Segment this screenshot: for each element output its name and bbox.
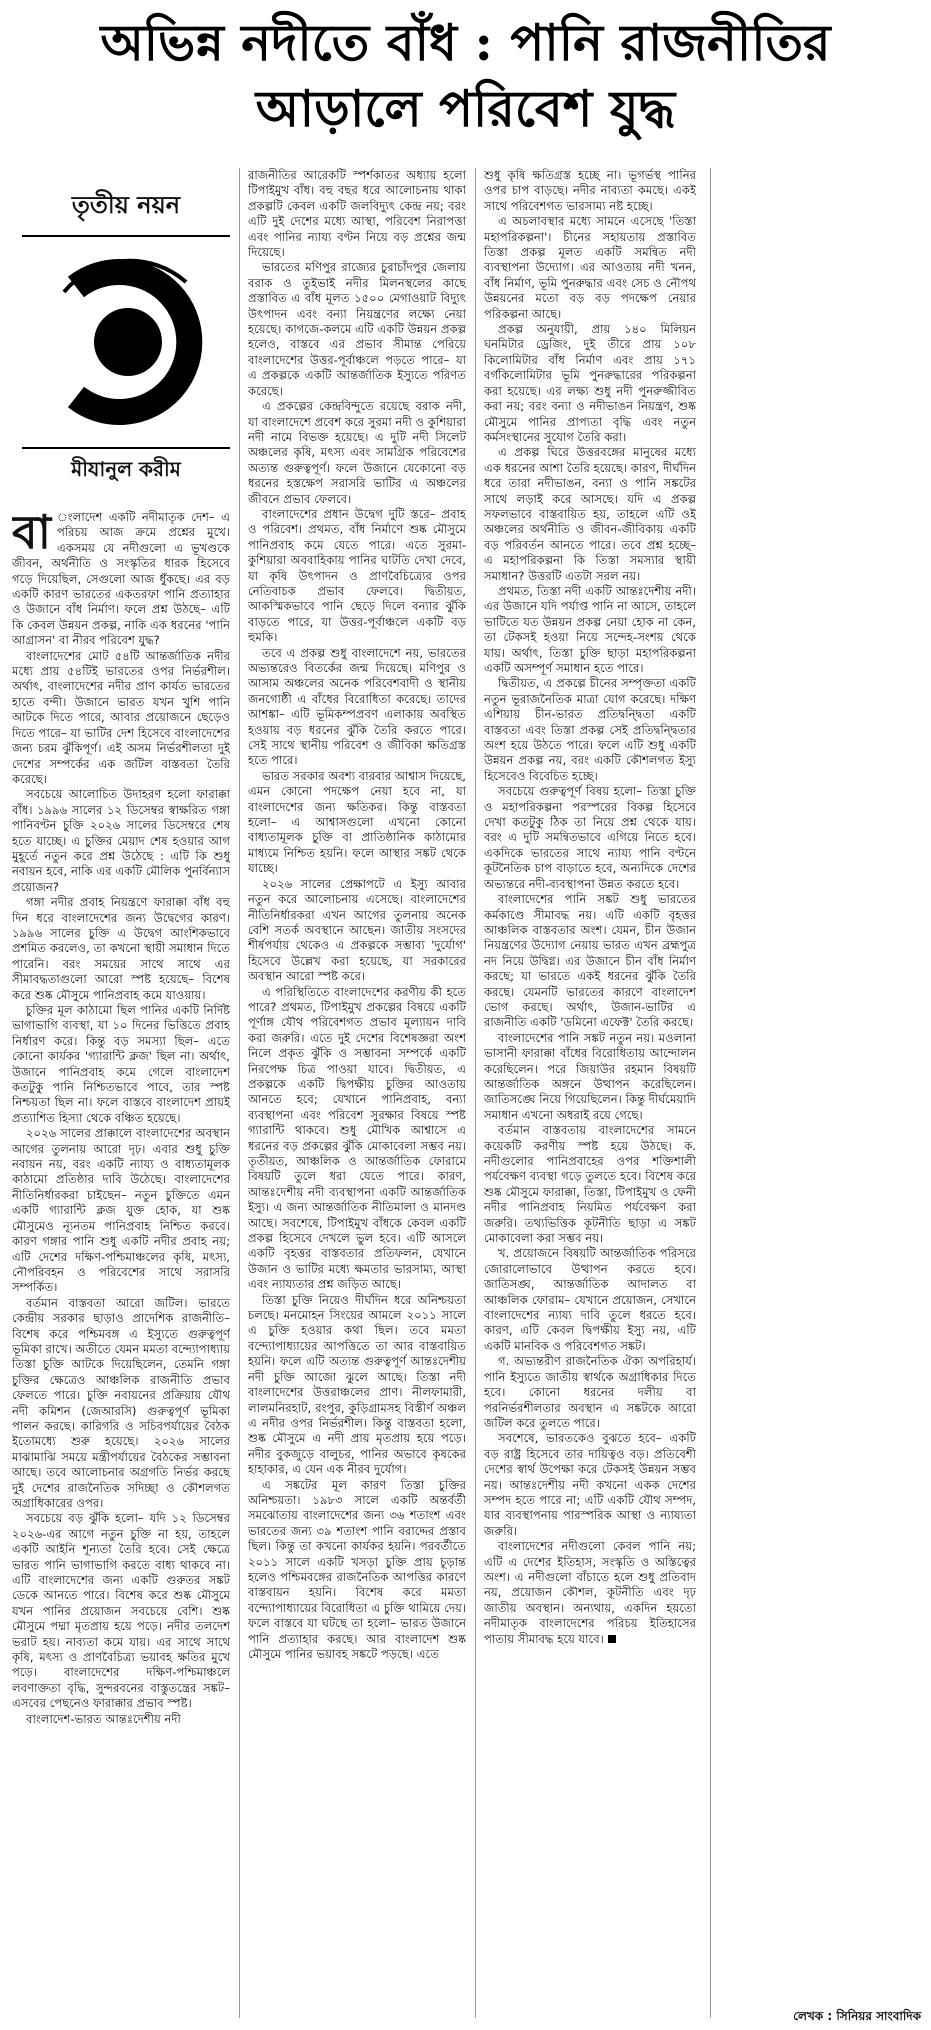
article-paragraph: সবচেয়ে গুরুত্বপূর্ণ বিষয় হলো– তিস্তা চুক্তি ও মহাপরিকল্পনা পরস্পরের বিকল্প হিসেবে দেখা কতটুকু ঠিক তা নিয়ে প্রশ্ন থেকে যায়। বরং এ দুটি সমন্বিতভাবে এগিয়ে নিতে হবে। একদিকে ভারতের সাথে ন্যায্য পানি বণ্টনে কূটনৈতিক চাপ বাড়াতে হবে, অন্যদিকে দেশের অভ্যন্তরে নদী-ব্যবস্থাপনা উন্নত করতে হবে। (484, 784, 696, 891)
article-paragraph: বাংলাদেশের নদীগুলো কেবল পানি নয়; এটি এ দেশের ইতিহাস, সংস্কৃতি ও অস্তিত্বের অংশ। এ নদীগুলো বাঁচাতে হলে শুধু প্রতিবাদ নয়, প্রয়োজন কৌশল, কূটনীতি এবং দৃঢ় জাতীয় অবস্থান। অন্যথায়, একদিন হয়তো নদীমাতৃক বাংলাদেশের পরিচয় ইতিহাসের পাতায় সীমাবদ্ধ হয়ে যাবে। (484, 1539, 696, 1646)
article-paragraph: এ অচলাবস্থার মধ্যে সামনে এসেছে 'তিস্তা মহাপরিকল্পনা'। চীনের সহায়তায় প্রস্তাবিত তিস্তা প্রকল্প মূলত একটি সমন্বিত নদী ব্যবস্থাপনা উদ্যোগ। এর আওতায় নদী খনন, বাঁধ নির্মাণ, ভূমি পুনরুদ্ধার এবং সেচ ও নৌপথ উন্নয়নের মতো বড় বড় পদক্ষেপ নেয়ার পরিকল্পনা আছে। (484, 214, 696, 321)
eye-icon (36, 252, 216, 432)
article-paragraph: সবশেষে, ভারতকেও বুঝতে হবে– একটি বড় রাষ্ট্র হিসেবে তার দায়িত্বও বড়। প্রতিবেশী দেশের স্বার্থ উপেক্ষা করে টেকসই উন্নয়ন সম্ভব নয়। আন্তঃদেশীয় নদী কখনো একক দেশের সম্পদ হতে পারে না; এটি একটি যৌথ সম্পদ, যার ব্যবস্থাপনায় পারস্পরিক আস্থা ও ন্যায্যতা জরুরি। (484, 1431, 696, 1538)
article-column-3 (484, 168, 924, 2020)
article-paragraph: সবচেয়ে আলোচিত উদাহরণ হলো ফারাক্কা বাঁধ। ১৯৯৬ সালের ১২ ডিসেম্বর স্বাক্ষরিত গঙ্গা পানিবণ্টন চুক্তি ২০২৬ সালের ডিসেম্বরে শেষ হতে যাচ্ছে। এ চুক্তির মেয়াদ শেষ হওয়ার আগ মুহূর্তে নতুন করে প্রশ্ন উঠেছে : এটি কি শুধু নবায়ন হবে, নাকি এর একটি মৌলিক পুনর্বিন্যাস প্রয়োজন? (12, 787, 230, 894)
article-paragraph: বাংলাদেশ-ভারত আন্তঃদেশীয় নদী (26, 1711, 181, 1726)
article-paragraph: এ প্রকল্পের কেন্দ্রবিন্দুতে রয়েছে বরাক নদী, যা বাংলাদেশে প্রবেশ করে সুরমা নদী ও কুশিয়ারা নদী নামে বিভক্ত হয়েছে। এ দুটি নদী সিলেট অঞ্চলের কৃষি, মৎস্য এবং সামগ্রিক পরিবেশের অত্যন্ত গুরুত্বপূর্ণ। ফলে উজানে যেকোনো বড় ধরনের হস্তক্ষেপ সরাসরি ভাটির এ অঞ্চলের জীবনে প্রভাব ফেলবে। (248, 399, 466, 506)
article-paragraph: তবে এ প্রকল্প শুধু বাংলাদেশে নয়, ভারতের অভ্যন্তরেও বিতর্কের জন্ম দিয়েছে। মণিপুর ও আসাম অঞ্চলের অনেক পরিবেশবাদী ও স্থানীয় জনগোষ্ঠী এ বাঁধের বিরোধিতা করেছে। তাদের আশঙ্কা– এটি ভূমিকম্পপ্রবণ এলাকায় অবস্থিত হওয়ায় বড় ধরনের ঝুঁকি তৈরি করতে পারে। সেই সাথে স্থানীয় পরিবেশ ও জীবিকা ক্ষতিগ্রস্ত হতে পারে। (248, 645, 466, 768)
article-paragraph: রাজনীতির আরেকটি স্পর্শকাতর অধ্যায় হলো টিপাইমুখ বাঁধ। বহু বছর ধরে আলোচনায় থাকা প্রকল্পটি কেবল একটি জলবিদ্যুৎ কেন্দ্র নয়; বরং এটি দুই দেশের মধ্যে আস্থা, পরিবেশ নিরাপত্তা এবং পানির ন্যায্য বণ্টন নিয়ে বড় প্রশ্নের জন্ম দিয়েছে। (248, 168, 466, 260)
article-paragraph: বা ংলাদেশ একটি নদীমাতৃক দেশ– এ পরিচয় আজ ক্রমে প্রশ্নের মুখে। একসময় যে নদীগুলো এ ভূখণ্ডকে জীবন, অর্থনীতি ও সংস্কৃতির ধারক হিসেবে গড়ে দিয়েছিল, সেগুলো আজ ধুঁকছে। এর বড় একটি কারণ ভারতের একতরফা পানি প্রত্যাহার ও উজানে বাঁধ নির্মাণ। ফলে প্রশ্ন উঠছে– এটি কি কেবল উন্নয়ন প্রকল্প, নাকি এক ধরনের 'পানি আগ্রাসন' বা নীরব পরিবেশ যুদ্ধ? (12, 510, 230, 648)
column-divider (239, 168, 240, 2018)
article-paragraph: ভারতের মণিপুর রাজ্যের চুরাচাঁদপুর জেলায় বরাক ও তুইভাই নদীর মিলনস্থলের কাছে প্রস্তাবিত এ বাঁধ মূলত ১৫০০ মেগাওয়াট বিদ্যুৎ উৎপাদন এবং বন্যা নিয়ন্ত্রণের লক্ষ্যে নেয়া হয়েছে। কাগজে-কলমে এটি একটি উন্নয়ন প্রকল্প হলেও, বাস্তবে এর প্রভাব সীমান্ত পেরিয়ে বাংলাদেশের উত্তর-পূর্বাঞ্চলে পড়তে পারে– যা এ প্রকল্পকে একটি আন্তর্জাতিক ইস্যুতে পরিণত করেছে। (248, 260, 466, 398)
article-paragraph: খ. প্রয়োজনে বিষয়টি আন্তর্জাতিক পরিসরে জোরালোভাবে উত্থাপন করতে হবে। জাতিসঙ্ঘ, আন্তর্জাতিক আদালত বা আঞ্চলিক ফোরাম– যেখানে প্রয়োজন, সেখানে বাংলাদেশের ন্যায্য দাবি তুলে ধরতে হবে। কারণ, এটি কেবল দ্বিপক্ষীয় ইস্যু নয়, এটি একটি মানবিক ও পরিবেশগত সঙ্কট। (484, 1246, 696, 1353)
eye-logo (22, 237, 230, 447)
article-column-1 (12, 510, 230, 2020)
author-signature (793, 2008, 921, 2028)
article-paragraph: প্রকল্প অনুযায়ী, প্রায় ১৪০ মিলিয়ন ঘনমিটার ড্রেজিং, দুই তীরে প্রায় ১০৮ কিলোমিটার বাঁধ নির্মাণ এবং প্রায় ১৭১ বর্গকিলোমিটার ভূমি পুনরুদ্ধারের পরিকল্পনা করা হয়েছে। এর লক্ষ্য শুধু নদী পুনরুজ্জীবিত করা নয়; বরং বন্যা ও নদীভাঙন নিয়ন্ত্রণ, শুষ্ক মৌসুমে পানির প্রাপ্যতা বৃদ্ধি এবং নতুন কর্মসংস্থানের সুযোগ তৈরি করা। (484, 322, 696, 444)
article-paragraph: বাংলাদেশের প্রধান উদ্বেগ দুটি স্তরে– প্রবাহ ও পরিবেশ। প্রথমত, বাঁধ নির্মাণে শুষ্ক মৌসুমে পানিপ্রবাহ কমে যেতে পারে। এতে সুরমা-কুশিয়ারা অববাহিকায় পানির ঘাটতি দেখা দেবে, যা কৃষি উৎপাদন ও প্রাণবৈচিত্র্যের ওপর নেতিবাচক প্রভাব ফেলবে। দ্বিতীয়ত, আকস্মিকভাবে পানি ছেড়ে দিলে বন্যার ঝুঁকি বাড়তে পারে, যা উত্তর-পূর্বাঞ্চলে একটি বড় হুমকি। (248, 506, 466, 645)
headline-line-2: আড়ালে পরিবেশ যুদ্ধ (255, 79, 676, 138)
headline-line-1: অভিন্ন নদীতে বাঁধ : পানি রাজনীতির (100, 13, 831, 72)
article-paragraph: এ সঙ্কটের মূল কারণ তিস্তা চুক্তির অনিশ্চয়তা। ১৯৮৩ সালে একটি অন্তর্বর্তী সমঝোতায় বাংলাদেশের জন্য ৩৬ শতাংশ এবং ভারতের জন্য ৩৯ শতাংশ পানি বরাদ্দের প্রস্তাব ছিল। কিন্তু তা কখনো কার্যকর হয়নি। পরবর্তীতে ২০১১ সালে একটি খসড়া চুক্তি প্রায় চূড়ান্ত হলেও পশ্চিমবঙ্গের রাজনৈতিক আপত্তির কারণে বাস্তবায়ন হয়নি। বিশেষ করে মমতা বন্দ্যোপাধ্যায়ের বিরোধিতা এ চুক্তি থামিয়ে দেয়। ফলে বাস্তবে যা ঘটছে তা হলো– ভারত উজানে পানি প্রত্যাহার করছে। আর বাংলাদেশ শুষ্ক মৌসুমে পানির ভয়াবহ সঙ্কটে পড়ছে। এতে (248, 1477, 466, 1661)
column-name: তৃতীয় নয়ন (22, 175, 230, 237)
article-paragraph: গঙ্গা নদীর প্রবাহ নিয়ন্ত্রণে ফারাক্কা বাঁধ বহু দিন ধরে বাংলাদেশের জন্য উদ্বেগের কারণ। ১৯৯৬ সালের চুক্তি এ উদ্বেগ আংশিকভাবে প্রশমিত করলেও, তা কখনো স্থায়ী সমাধান দিতে পারেনি। বরং সময়ের সাথে সাথে এর সীমাবদ্ধতাগুলো আরো স্পষ্ট হয়েছে– বিশেষ করে শুষ্ক মৌসুমে পানিপ্রবাহ কমে যাওয়ায়। (12, 895, 230, 1002)
article-paragraph: এ প্রকল্প ঘিরে উত্তরবঙ্গের মানুষের মধ্যে এক ধরনের আশা তৈরি হয়েছে। কারণ, দীর্ঘদিন ধরে তারা নদীভাঙন, বন্যা ও পানি সঙ্কটের সাথে লড়াই করে আসছে। যদি এ প্রকল্প সফলভাবে বাস্তবায়িত হয়, তাহলে এটি ওই অঞ্চলের অর্থনীতি ও জীবন-জীবিকায় একটি বড় পরিবর্তন আনতে পারে। তবে প্রশ্ন হচ্ছে– এ মহাপরিকল্পনা কি তিস্তা সমস্যার স্থায়ী সমাধান? উত্তরটি এতটা সরল নয়। (484, 445, 696, 583)
article-paragraph: তিস্তা চুক্তি নিয়েও দীর্ঘদিন ধরে অনিশ্চয়তা চলছে। মনমোহন সিংয়ের আমলে ২০১১ সালে এ চুক্তি হওয়ার কথা ছিল। তবে মমতা বন্দ্যোপাধ্যায়ের আপত্তিতে তা আর বাস্তবায়িত হয়নি। ফলে এটি অত্যন্ত গুরুত্বপূর্ণ আন্তঃদেশীয় নদী চুক্তি আজো ঝুলে আছে। তিস্তা নদী বাংলাদেশের উত্তরাঞ্চলের প্রাণ। নীলফামারী, লালমনিরহাট, রংপুর, কুড়িগ্রামসহ বিস্তীর্ণ অঞ্চল এ নদীর ওপর নির্ভরশীল। কিন্তু বাস্তবতা হলো, শুষ্ক মৌসুমে এ নদী প্রায় মৃতপ্রায় হয়ে পড়ে। নদীর বুকজুড়ে বালুচর, পানির অভাবে কৃষকের হাহাকার, এ যেন এক নীরব দুর্যোগ। (248, 1292, 466, 1477)
article-paragraph: বাংলাদেশের পানি সঙ্কট শুধু ভারতের কর্মকাণ্ডে সীমাবদ্ধ নয়। এটি একটি বৃহত্তর আঞ্চলিক বাস্তবতার অংশ। যেমন, চীন উজান নিয়ন্ত্রণের উদ্যোগ নেয়ায় ভারত এখন ব্রহ্মপুত্র নদ নিয়ে উদ্বিগ্ন। এর উজানে চীন বাঁধ নির্মাণ করছে; যা ভারতে একই ধরনের ঝুঁকি তৈরি করছে। যেমনটি ভারতের কারণে বাংলাদেশ ভোগ করছে। অর্থাৎ, উজান-ভাটির এ রাজনীতি একটি 'ডমিনো এফেক্ট' তৈরি করছে। (484, 892, 696, 1030)
signature-value: সিনিয়র সাংবাদিক (836, 2009, 921, 2023)
article-paragraph: বর্তমান বাস্তবতায় বাংলাদেশের সামনে কয়েকটি করণীয় স্পষ্ট হয়ে উঠছে। ক. নদীগুলোর পানিপ্রবাহের ওপর শক্তিশালী পর্যবেক্ষণ ব্যবস্থা গড়ে তুলতে হবে। বিশেষ করে শুষ্ক মৌসুমে ফারাক্কা, তিস্তা, টিপাইমুখ ও ফেনী নদীর পানিপ্রবাহ নিয়মিত পর্যবেক্ষণ করা জরুরি। তথ্যভিত্তিক কূটনীতি ছাড়া এ সঙ্কট মোকাবেলা করা সম্ভব নয়। (484, 1123, 696, 1246)
end-mark-icon (608, 1635, 616, 1643)
author-name: মীযানুল করীম (22, 447, 230, 488)
column-byline-box (22, 175, 230, 503)
article-paragraph: ২০২৬ সালের প্রেক্ষাপটে এ ইস্যু আবার নতুন করে আলোচনায় এসেছে। বাংলাদেশের নীতিনির্ধারকরা এখন আগের তুলনায় অনেক বেশি সতর্ক অবস্থানে আছেন। জাতীয় সংসদের শীর্ষপর্যায় থেকেও এ প্রকল্পকে সম্ভাব্য 'দুর্যোগ' হিসেবে উল্লেখ করা হয়েছে, যা সরকারের অবস্থান আরো স্পষ্ট করে। (248, 876, 466, 984)
article-paragraph: প্রথমত, তিস্তা নদী একটি আন্তঃদেশীয় নদী। এর উজানে যদি পর্যাপ্ত পানি না আসে, তাহলে ভাটিতে যত উন্নয়ন প্রকল্প নেয়া হোক না কেন, তা টেকসই হওয়া নিয়ে সন্দেহ-সংশয় থেকে যায়। অর্থাৎ, তিস্তা চুক্তি ছাড়া মহাপরিকল্পনা একটি অসম্পূর্ণ সমাধান হতে পারে। (484, 583, 696, 675)
article-paragraph: বাংলাদেশের মোট ৫৪টি আন্তর্জাতিক নদীর মধ্যে প্রায় ৫৪টিই ভারতের ওপর নির্ভরশীল। অর্থাৎ, বাংলাদেশের নদীর প্রাণ কার্যত ভারতের হাতে বন্দী। উজানে ভারত যখন খুশি পানি আটকে দিতে পারে, আবার প্রয়োজনে ছেড়েও দিতে পারে– যা ভাটির দেশ হিসেবে বাংলাদেশের জন্য চরম ঝুঁকিপূর্ণ। এই অসম নির্ভরশীলতা দুই দেশের সম্পর্কের এক জটিল বাস্তবতা তৈরি করেছে। (12, 648, 230, 786)
article-paragraph: বাংলাদেশের পানি সঙ্কট নতুন নয়। মওলানা ভাসানী ফারাক্কা বাঁধের বিরোধিতায় আন্দোলন করেছিলেন। পরে জিয়াউর রহমান বিষয়টি আন্তর্জাতিক অঙ্গনে উত্থাপন করেছিলেন। জাতিসঙ্ঘে নিয়ে গিয়েছিলেন। কিন্তু দীর্ঘমেয়াদি সমাধান এখনো অধরাই রয়ে গেছে। (484, 1030, 696, 1122)
article-paragraph: বর্তমান বাস্তবতা আরো জটিল। ভারতে কেন্দ্রীয় সরকার ছাড়াও প্রাদেশিক রাজনীতি– বিশেষ করে পশ্চিমবঙ্গ এ ইস্যুতে গুরুত্বপূর্ণ ভূমিকা রাখে। অতীতে যেমন মমতা বন্দ্যোপাধ্যায় তিস্তা চুক্তি আটকে দিয়েছিলেন, তেমনি গঙ্গা চুক্তির ক্ষেত্রেও আঞ্চলিক রাজনীতি প্রভাব ফেলতে পারে। চুক্তি নবায়নের প্রক্রিয়ায় যৌথ নদী কমিশন (জেআরসি) গুরুত্বপূর্ণ ভূমিকা পালন করছে। কারিগরি ও সচিবপর্যায়ের বৈঠক ইতোমধ্যে শুরু হয়েছে। ২০২৬ সালের মাঝামাঝি সময়ে মন্ত্রীপর্যায়ের বৈঠকের সম্ভাবনা আছে। তবে আলোচনার অগ্রগতি নির্ভর করছে দুই দেশের রাজনৈতিক সদিচ্ছা ও কৌশলগত অগ্রাধিকারের ওপর। (12, 1295, 230, 1510)
article-paragraph: দ্বিতীয়ত, এ প্রকল্পে চীনের সম্পৃক্ততা একটি নতুন ভূরাজনৈতিক মাত্রা যোগ করেছে। দক্ষিণ এশিয়ায় চীন-ভারত প্রতিদ্বন্দ্বিতা একটি বাস্তবতা এবং তিস্তা প্রকল্প সেই প্রতিদ্বন্দ্বিতার অংশ হয়ে উঠতে পারে। ফলে এটি শুধু একটি উন্নয়ন প্রকল্প নয়, বরং একটি কৌশলগত ইস্যু হিসেবেও বিবেচিত হচ্ছে। (484, 676, 696, 783)
article-paragraph: সবচেয়ে বড় ঝুঁকি হলো– যদি ১২ ডিসেম্বর ২০২৬-এর আগে নতুন চুক্তি না হয়, তাহলে একটি আইনি শূন্যতা তৈরি হবে। সেই ক্ষেত্রে ভারত পানি ভাগাভাগি করতে বাধ্য থাকবে না। এটি বাংলাদেশের জন্য একটি গুরুতর সঙ্কট ডেকে আনতে পারে। বিশেষ করে শুষ্ক মৌসুমে যখন পানির প্রয়োজন সবচেয়ে বেশি। শুষ্ক মৌসুমে পদ্মা মৃতপ্রায় হয়ে পড়ে। নদীর তলদেশ ভরাট হয়। নাব্যতা কমে যায়। এর সাথে সাথে কৃষি, মৎস্য ও প্রাণবৈচিত্র্য ভয়াবহ ক্ষতির মুখে পড়ে। বাংলাদেশের দক্ষিণ-পশ্চিমাঞ্চলে লবণাক্ততা বৃদ্ধি, সুন্দরবনের বাস্তুতন্ত্রের সঙ্কট– এসবের পেছনেও ফারাক্কার প্রভাব স্পষ্ট। (12, 1511, 230, 1711)
article-paragraph: এ পরিস্থিতিতে বাংলাদেশের করণীয় কী হতে পারে? প্রথমত, টিপাইমুখ প্রকল্পের বিষয়ে একটি পূর্ণাঙ্গ যৌথ পরিবেশগত প্রভাব মূল্যায়ন দাবি করা জরুরি। এতে দুই দেশের বিশেষজ্ঞরা অংশ নিলে প্রকৃত ঝুঁকি ও সম্ভাবনা সম্পর্কে একটি নিরপেক্ষ চিত্র পাওয়া যাবে। দ্বিতীয়ত, এ প্রকল্পকে একটি দ্বিপক্ষীয় চুক্তির আওতায় আনতে হবে; যেখানে পানিপ্রবাহ, বন্যা ব্যবস্থাপনা এবং পরিবেশ সুরক্ষার বিষয়ে স্পষ্ট গ্যারান্টি থাকবে। শুধু মৌখিক আশ্বাসে এ ধরনের বড় প্রকল্পের ঝুঁকি মোকাবেলা সম্ভব নয়। তৃতীয়ত, আঞ্চলিক ও আন্তর্জাতিক ফোরামে বিষয়টি তুলে ধরা যেতে পারে। কারণ, আন্তঃদেশীয় নদী ব্যবস্থাপনা একটি আন্তর্জাতিক ইস্যু। এ জন্য আন্তর্জাতিক নীতিমালা ও মানদণ্ড আছে। সবশেষে, টিপাইমুখ বাঁধকে কেবল একটি প্রকল্প হিসেবে দেখলে ভুল হবে। এটি আসলে একটি বৃহত্তর বাস্তবতার প্রতিফলন, যেখানে উজান ও ভাটির মধ্যে ক্ষমতার ভারসাম্য, আস্থা এবং ন্যায্যতার প্রশ্ন জড়িত আছে। (248, 984, 466, 1292)
signature-label: লেখক : (793, 2009, 833, 2023)
drop-cap: বা (12, 510, 51, 559)
article-paragraph: শুধু কৃষি ক্ষতিগ্রস্ত হচ্ছে না। ভূগর্ভস্থ পানির ওপর চাপ বাড়ছে। নদীর নাব্যতা কমছে। একই সাথে পরিবেশগত ভারসাম্য নষ্ট হচ্ছে। (484, 168, 696, 213)
article-paragraph: গ. অভ্যন্তরীণ রাজনৈতিক ঐক্য অপরিহার্য। পানি ইস্যুতে জাতীয় স্বার্থকে অগ্রাধিকার দিতে হবে। কোনো ধরনের দলীয় বা পরনির্ভরশীলতার অবস্থান এ সঙ্কটকে আরো জটিল করে তুলতে পারে। (484, 1354, 696, 1430)
headline (0, 0, 931, 150)
column-divider (475, 168, 476, 2018)
article-paragraph: চুক্তির মূল কাঠামো ছিল পানির একটি নির্দিষ্ট ভাগাভাগি ব্যবস্থা, যা ১০ দিনের ভিত্তিতে প্রবাহ নির্ধারণ করে। কিন্তু বড় সমস্যা ছিল– এতে কোনো কার্যকর 'গ্যারান্টি ক্লজ' ছিল না। অর্থাৎ, উজানে পানিপ্রবাহ কমে গেলে বাংলাদেশ কতটুকু পানি নিশ্চিতভাবে পাবে, তার স্পষ্ট নিশ্চয়তা ছিল না। ফলে বাস্তবে বাংলাদেশ প্রায়ই প্রত্যাশিত হিস্যা থেকে বঞ্চিত হয়েছে। (12, 1003, 230, 1125)
article-paragraph: ২০২৬ সালের প্রাক্কালে বাংলাদেশের অবস্থান আগের তুলনায় আরো দৃঢ়। এবার শুধু চুক্তি নবায়ন নয়, বরং একটি ন্যায্য ও বাধ্যতামূলক কাঠামো প্রতিষ্ঠার দাবি উঠেছে। বাংলাদেশের নীতিনির্ধারকরা চাইছেন– নতুন চুক্তিতে এমন একটি গ্যারান্টি ক্লজ যুক্ত হোক, যা শুষ্ক মৌসুমেও ন্যূনতম পানিপ্রবাহ নিশ্চিত করবে। কারণ গঙ্গার পানি শুধু একটি নদীর প্রবাহ নয়; এটি দেশের দক্ষিণ-পশ্চিমাঞ্চলের কৃষি, মৎস্য, নৌপরিবহন ও পরিবেশের সাথে সরাসরি সম্পর্কিত। (12, 1126, 230, 1295)
article-paragraph: ভারত সরকার অবশ্য বারবার আশ্বাস দিয়েছে, এমন কোনো পদক্ষেপ নেয়া হবে না, যা বাংলাদেশের জন্য ক্ষতিকর। কিন্তু বাস্তবতা হলো– এ আশ্বাসগুলো এখনো কোনো বাধ্যতামূলক চুক্তি বা প্রাতিষ্ঠানিক কাঠামোর মাধ্যমে নিশ্চিত হয়নি। ফলে আস্থার সঙ্কট থেকে যাচ্ছে। (248, 768, 466, 876)
article-column-2 (248, 168, 466, 2020)
